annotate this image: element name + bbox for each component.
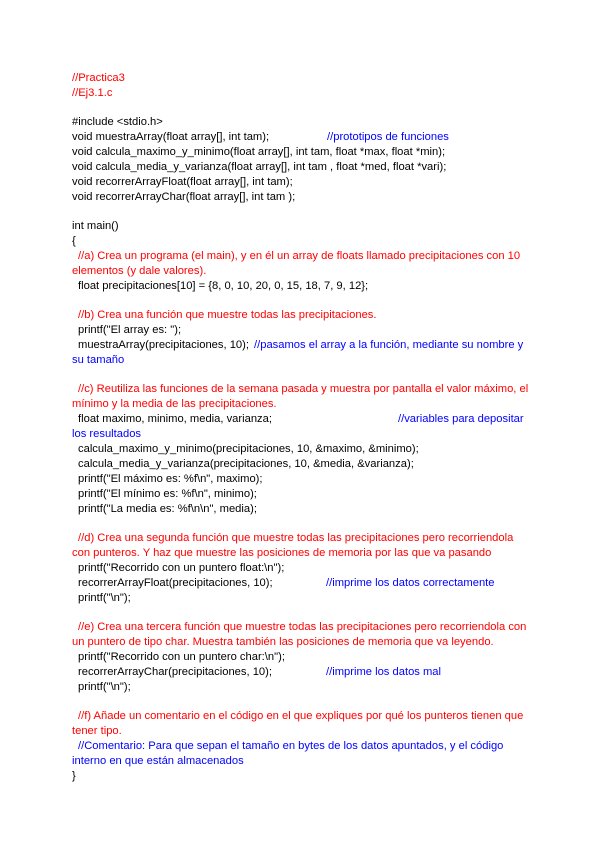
section-e-code-3: printf("\n"); xyxy=(78,681,131,693)
prototype-calcula-media: void calcula_media_y_varianza(float array[], int tam , float *med, float *vari); xyxy=(72,161,447,173)
prototype-comment: //prototipos de funciones xyxy=(327,131,449,143)
section-f-comment-2: tener tipo. xyxy=(72,725,122,737)
section-b-code-2 xyxy=(72,338,538,353)
prototype-calcula-maximo: void calcula_maximo_y_minimo(float array[], int tam, float *max, float *min); xyxy=(72,146,446,158)
prototype-recorrer-float: void recorrerArrayFloat(float array[], int tam); xyxy=(72,176,293,188)
section-c-code-3: calcula_media_y_varianza(precipitaciones, 10, &media, &varianza); xyxy=(78,458,414,470)
section-c-code-1-comment: //variables para depositar xyxy=(398,413,524,425)
include-line: #include <stdio.h> xyxy=(72,116,163,128)
section-a-code: float precipitaciones[10] = {8, 0, 10, 20, 0, 15, 18, 7, 9, 12}; xyxy=(78,280,369,292)
section-c-comment-2: mínimo y la media de las precipitaciones. xyxy=(72,398,277,410)
section-e-code-2 xyxy=(72,665,538,680)
section-c-code-2: calcula_maximo_y_minimo(precipitaciones, 10, &maximo, &minimo); xyxy=(78,443,419,455)
prototype-recorrer-char: void recorrerArrayChar(float array[], int tam ); xyxy=(72,191,296,203)
main-open-brace: { xyxy=(72,235,76,247)
section-c-comment-continuation: los resultados xyxy=(72,428,142,440)
main-signature: int main() xyxy=(72,220,119,232)
section-f-answer-2: interno en que están almacenados xyxy=(72,755,244,767)
header-line-practica: //Practica3 xyxy=(72,72,125,84)
section-b-comment: //b) Crea una función que muestre todas las precipitaciones. xyxy=(78,309,377,321)
section-c-code-1-text: float maximo, minimo, media, varianza; xyxy=(78,413,272,425)
section-e-code-1: printf("Recorrido con un puntero char:\n"); xyxy=(78,651,285,663)
section-b-code-2-comment: //pasamos el array a la función, mediante su nombre y xyxy=(254,339,524,351)
section-b-comment-continuation: su tamaño xyxy=(72,354,125,366)
section-f-comment-1: //f) Añade un comentario en el código en el que expliques por qué los punteros tienen que xyxy=(78,710,524,722)
section-c-code-5: printf("El mínimo es: %f\n", minimo); xyxy=(78,488,257,500)
section-e-code-2-text: recorrerArrayChar(precipitaciones, 10); xyxy=(78,666,272,678)
section-b-code-2-text: muestraArray(precipitaciones, 10); xyxy=(78,339,249,351)
section-c-code-1 xyxy=(72,412,538,427)
header-line-exercise: //Ej3.1.c xyxy=(72,87,113,99)
main-close-brace: } xyxy=(72,770,76,782)
section-a-comment-1: //a) Crea un programa (el main), y en él un array de floats llamado precipitaciones con 10 xyxy=(78,250,521,262)
section-d-code-2-comment: //imprime los datos correctamente xyxy=(326,577,495,589)
section-e-comment-1: //e) Crea una tercera función que muestre todas las precipitaciones pero recorriendola con xyxy=(78,621,527,633)
section-d-code-1: printf("Recorrido con un puntero float:\n"); xyxy=(78,562,285,574)
section-e-code-2-comment: //imprime los datos mal xyxy=(326,666,442,678)
prototype-code: void muestraArray(float array[], int tam); xyxy=(72,131,270,143)
section-e-comment-2: un puntero de tipo char. Muestra también las posiciones de memoria que va leyendo. xyxy=(72,636,494,648)
section-a-comment-2: elementos (y dale valores). xyxy=(72,265,207,277)
section-c-code-4: printf("El máximo es: %f\n", maximo); xyxy=(78,473,263,485)
section-d-comment-2: con punteros. Y haz que muestre las posiciones de memoria por las que va pasando xyxy=(72,547,492,559)
section-d-code-2 xyxy=(72,576,538,591)
section-c-comment-1: //c) Reutiliza las funciones de la semana pasada y muestra por pantalla el valor máximo, el xyxy=(78,383,529,395)
section-c-code-6: printf("La media es: %f\n\n", media); xyxy=(78,503,257,515)
section-d-comment-1: //d) Crea una segunda función que muestre todas las precipitaciones pero recorriendola xyxy=(78,532,514,544)
section-b-code-1: printf("El array es: "); xyxy=(78,324,182,336)
section-d-code-2-text: recorrerArrayFloat(precipitaciones, 10); xyxy=(78,577,273,589)
section-d-code-3: printf("\n"); xyxy=(78,592,131,604)
section-f-answer-1: //Comentario: Para que sepan el tamaño en bytes de los datos apuntados, y el código xyxy=(78,740,504,752)
prototype-muestraArray xyxy=(72,130,532,145)
